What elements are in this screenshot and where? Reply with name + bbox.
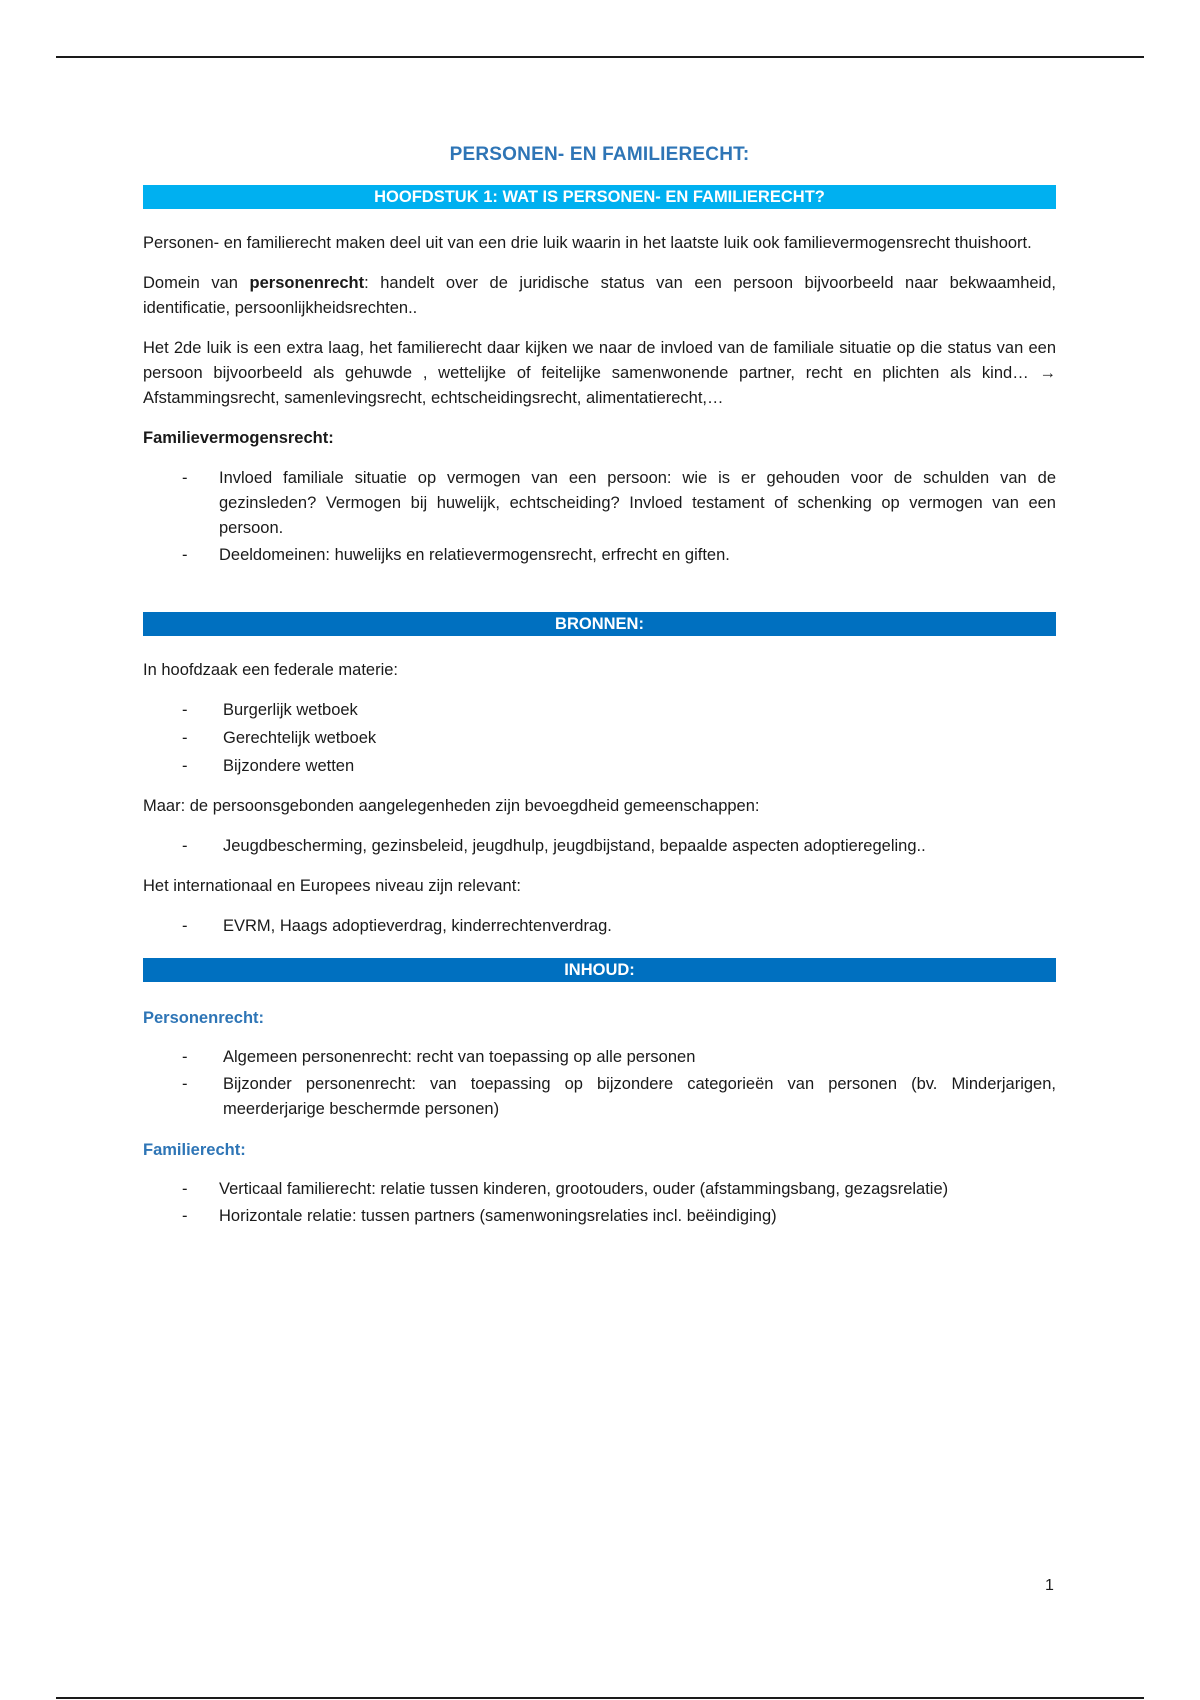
list-item: - Invloed familiale situatie op vermogen van een persoon: wie is er gehouden voor de schulden van de gezinsleden? Vermogen bij huwelijk, echtscheiding? Invloed testament of schenking op vermogen van een persoon.	[143, 466, 1056, 541]
list-item: - Verticaal familierecht: relatie tussen kinderen, grootouders, ouder (afstammingsbang, gezagsrelatie)	[143, 1177, 1056, 1202]
personenrecht-list	[143, 1045, 1056, 1122]
list-item: - Deeldomeinen: huwelijks en relatievermogensrecht, erfrecht en giften.	[143, 543, 1056, 568]
domain-definition: : handelt over de juridische status van een persoon bijvoorbeeld naar bekwaamheid, identificatie, persoonlijkheidsrechten..	[143, 274, 1056, 317]
list-item: - EVRM, Haags adoptieverdrag, kinderrechtenverdrag.	[143, 914, 1056, 939]
bullet-mark: -	[182, 757, 188, 775]
community-sources-list	[143, 834, 1056, 859]
document-body	[143, 142, 1056, 1231]
bullet-mark: -	[182, 469, 188, 487]
footer-rule	[56, 1697, 1144, 1699]
international-intro: Het internationaal en Europees niveau zijn relevant:	[143, 877, 521, 895]
bullet-mark: -	[182, 546, 188, 564]
familierecht-heading: Familierecht:	[143, 1141, 246, 1159]
bullet-mark: -	[182, 1180, 188, 1198]
familievermogensrecht-list	[143, 466, 1056, 568]
bullet-mark: -	[182, 837, 188, 855]
intro-paragraph: Personen- en familierecht maken deel uit van een drie luik waarin in het laatste luik ook familievermogensrecht thuishoort.	[143, 234, 1032, 252]
list-item: - Jeugdbescherming, gezinsbeleid, jeugdhulp, jeugdbijstand, bepaalde aspecten adoptieregeling..	[143, 834, 1056, 859]
familierecht-list	[143, 1177, 1056, 1229]
bullet-mark: -	[182, 729, 188, 747]
list-item: - Gerechtelijk wetboek	[143, 726, 1056, 751]
bullet-mark: -	[182, 1048, 188, 1066]
domain-prefix: Domein van	[143, 274, 250, 292]
familievermogensrecht-heading: Familievermogensrecht:	[143, 429, 334, 447]
federal-sources-list	[143, 698, 1056, 779]
list-item: - Bijzonder personenrecht: van toepassing op bijzondere categorieën van personen (bv. Minderjarigen, meerderjarige beschermde personen)	[143, 1072, 1056, 1122]
list-item: - Algemeen personenrecht: recht van toepassing op alle personen	[143, 1045, 1056, 1070]
second-luik-paragraph: Het 2de luik is een extra laag, het familierecht daar kijken we naar de invloed van de familiale situatie op die status van een persoon bijvoorbeeld als gehuwde , wettelijke of feitelijke samenwonende partner, recht en plichten als kind… → Afstammingsrecht, samenlevingsrecht, echtscheidingsrecht, alimentatierecht,…	[143, 339, 1056, 407]
page-number: 1	[1045, 1577, 1054, 1594]
bullet-mark: -	[182, 917, 188, 935]
federal-intro: In hoofdzaak een federale materie:	[143, 661, 399, 679]
chapter-heading-band: HOOFDSTUK 1: WAT IS PERSONEN- EN FAMILIERECHT?	[143, 185, 1056, 209]
bronnen-heading-band: BRONNEN:	[143, 612, 1056, 636]
bullet-mark: -	[182, 1075, 188, 1093]
community-intro: Maar: de persoonsgebonden aangelegenheden zijn bevoegdheid gemeenschappen:	[143, 797, 760, 815]
domain-paragraph	[143, 271, 1056, 321]
bullet-mark: -	[182, 1207, 188, 1225]
list-item: - Burgerlijk wetboek	[143, 698, 1056, 723]
international-sources-list	[143, 914, 1056, 939]
personenrecht-heading: Personenrecht:	[143, 1009, 265, 1027]
document-title: PERSONEN- EN FAMILIERECHT:	[449, 144, 750, 165]
inhoud-heading-band: INHOUD:	[143, 958, 1056, 982]
header-rule	[56, 56, 1144, 58]
list-item: - Horizontale relatie: tussen partners (samenwoningsrelaties incl. beëindiging)	[143, 1204, 1056, 1229]
domain-term: personenrecht	[249, 274, 365, 292]
list-item: - Bijzondere wetten	[143, 754, 1056, 779]
bullet-mark: -	[182, 701, 188, 719]
